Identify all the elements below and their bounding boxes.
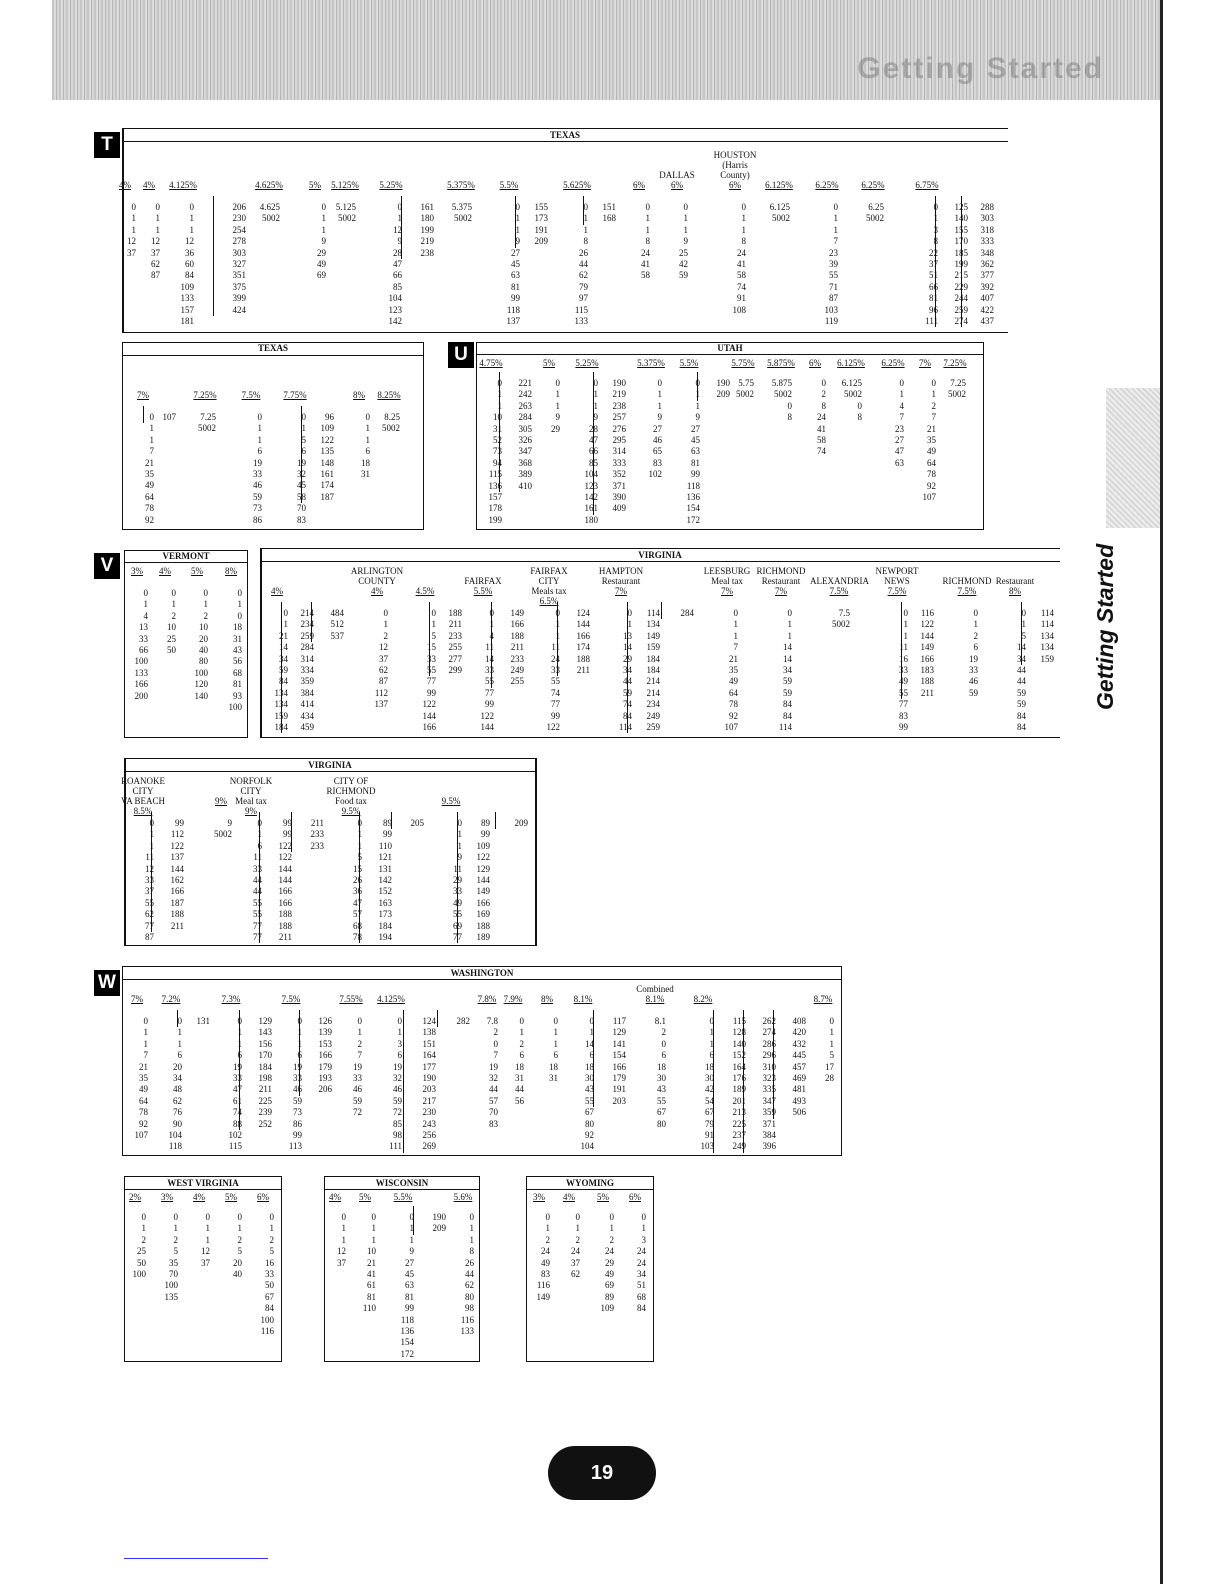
table-title: TEXAS bbox=[549, 130, 580, 140]
column-header: 6.25% bbox=[861, 180, 885, 190]
column-header: 6% bbox=[257, 1192, 269, 1202]
column-values: 99 99 122 122 144 144 166 166 188 188 211 bbox=[278, 818, 292, 943]
column-values: 209 bbox=[514, 818, 528, 828]
column-values: 0 1 1 9 25 42 59 bbox=[679, 202, 688, 281]
column-values: 0 1 2 6 18 31 44 56 bbox=[515, 1016, 524, 1106]
column-header: 5% bbox=[359, 1192, 371, 1202]
continuation-bracket bbox=[259, 812, 260, 943]
column-header: 5% bbox=[597, 1192, 609, 1202]
continuation-bracket bbox=[491, 602, 492, 688]
continuation-bracket bbox=[213, 196, 214, 316]
continuation-bracket bbox=[281, 602, 282, 733]
column-values: 5.125 5002 bbox=[335, 202, 356, 224]
column-values: 7.8 2 0 7 19 32 44 57 70 83 bbox=[486, 1016, 498, 1129]
column-header: 8.25% bbox=[377, 390, 401, 400]
column-values: 0 1 2 12 37 62 87 112 137 bbox=[374, 608, 388, 710]
continuation-bracket bbox=[1021, 602, 1022, 665]
column-values: 6.125 5002 0 8 bbox=[841, 378, 862, 423]
column-values: 5.75 5002 bbox=[736, 378, 754, 400]
column-values: 190 209 bbox=[716, 378, 730, 400]
column-header: 7.55% bbox=[339, 994, 363, 1004]
column-values: 0 1 6 11 33 44 44 55 55 77 77 bbox=[253, 818, 262, 943]
column-values: 115 128 140 152 164 176 189 201 213 225 237 249 bbox=[732, 1016, 746, 1152]
column-header: 5.625% bbox=[563, 180, 591, 190]
column-values: 0 1 1 11 24 33 55 74 77 99 122 bbox=[546, 608, 560, 733]
column-values: 0 1 1 12 37 62 87 bbox=[151, 202, 160, 281]
column-header: Combined 8.1% bbox=[636, 984, 674, 1004]
column-header: 6% bbox=[809, 358, 821, 368]
column-header: 7.25% bbox=[943, 358, 967, 368]
column-values: 190 219 238 257 276 295 314 333 352 371 390 409 bbox=[612, 378, 626, 514]
column-values: 0 1 1 7 23 39 55 71 87 103 119 bbox=[824, 202, 838, 327]
column-header: NEWPORT NEWS 7.5% bbox=[875, 566, 919, 596]
column-values: 0 1 2 7 19 33 46 59 72 bbox=[353, 1016, 362, 1118]
continuation-bracket bbox=[401, 196, 402, 259]
continuation-bracket bbox=[499, 372, 500, 492]
column-values: 6.125 5002 bbox=[769, 202, 790, 224]
column-header: 6.125% bbox=[765, 180, 793, 190]
column-header: 5.375% bbox=[637, 358, 665, 368]
column-header: 7.8% bbox=[477, 994, 497, 1004]
column-header: ALEXANDRIA 7.5% bbox=[810, 576, 869, 596]
column-header: 5.125% bbox=[331, 180, 359, 190]
column-values: 0 1 2 24 29 49 69 89 109 bbox=[600, 1212, 614, 1314]
column-values: 126 139 153 166 179 193 206 bbox=[318, 1016, 332, 1095]
column-values: 0 1 1 8 26 44 62 79 97 115 133 bbox=[574, 202, 588, 327]
column-values: 99 112 122 137 144 162 166 187 188 211 bbox=[170, 818, 184, 931]
column-header: LEESBURG Meal tax 7% bbox=[703, 566, 751, 596]
continuation-bracket bbox=[143, 406, 144, 423]
continuation-bracket bbox=[935, 196, 936, 327]
section-letter-u: U bbox=[448, 342, 474, 368]
continuation-bracket bbox=[557, 602, 558, 676]
column-values: 0 1 1 12 36 60 84 109 133 157 181 bbox=[180, 202, 194, 327]
table-title: VERMONT bbox=[162, 551, 210, 561]
table-title: WASHINGTON bbox=[450, 968, 514, 978]
section-letter-t: T bbox=[94, 132, 120, 158]
column-header: 3% bbox=[131, 566, 143, 576]
column-values: 0 1 12 9 28 47 66 85 104 123 142 bbox=[388, 202, 402, 327]
continuation-bracket bbox=[437, 1010, 438, 1027]
column-header: 5.5% bbox=[393, 1192, 413, 1202]
column-values: 0 1 4 13 33 66 100 133 166 200 bbox=[134, 588, 148, 701]
table-title: WISCONSIN bbox=[375, 1178, 429, 1188]
column-header: 4.125% bbox=[377, 994, 405, 1004]
column-header: 6.75% bbox=[915, 180, 939, 190]
column-values: 0 1 1 9 28 47 66 85 104 123 142 161 180 bbox=[584, 378, 598, 525]
column-values: 8.25 5002 bbox=[382, 412, 400, 434]
column-header: 5% bbox=[543, 358, 555, 368]
column-values: 116 122 144 149 166 183 188 211 bbox=[920, 608, 934, 698]
column-values: 0 1 1 12 37 bbox=[337, 1212, 346, 1268]
continuation-bracket bbox=[901, 602, 902, 699]
table-title: UTAH bbox=[717, 343, 743, 353]
column-values: 0 1 1 7 21 35 49 64 78 92 bbox=[145, 412, 154, 525]
column-header: 6% bbox=[633, 180, 645, 190]
column-values: 107 bbox=[162, 412, 176, 422]
column-header: FAIRFAX 5.5% bbox=[464, 576, 502, 596]
column-values: 0 1 1 9 27 45 63 81 99 118 136 154 172 bbox=[400, 1212, 414, 1359]
table-title: VIRGINIA bbox=[638, 550, 682, 560]
column-values: 114 134 149 159 184 184 214 214 234 249 259 bbox=[646, 608, 660, 733]
column-header: 5.875% bbox=[767, 358, 795, 368]
column-values: 0 1 2 6 19 33 46 59 bbox=[969, 608, 978, 698]
column-header: 8% bbox=[353, 390, 365, 400]
column-values: 7.5 5002 bbox=[832, 608, 850, 630]
continuation-bracket bbox=[961, 196, 962, 327]
column-header: ROANOKE CITY VA BEACH 8.5% bbox=[120, 776, 166, 816]
column-header: 7% bbox=[919, 358, 931, 368]
column-values: 288 303 318 333 348 362 377 392 407 422 437 bbox=[980, 202, 994, 327]
column-values: 0 1 2 5 20 40 bbox=[233, 1212, 242, 1280]
column-header: 7.2% bbox=[161, 994, 181, 1004]
column-values: 0 1 1 11 16 33 49 55 77 83 99 bbox=[899, 608, 908, 733]
continuation-bracket bbox=[403, 1010, 404, 1153]
column-values: 114 114 134 134 159 bbox=[1040, 608, 1054, 664]
continuation-bracket bbox=[457, 812, 458, 943]
column-header: 7.5% bbox=[281, 994, 301, 1004]
column-values: 129 143 156 170 184 198 211 225 239 252 bbox=[258, 1016, 272, 1129]
continuation-bracket bbox=[583, 196, 584, 225]
column-values: 0 1 1 7 21 35 49 64 78 92 107 bbox=[724, 608, 738, 733]
column-header: 6.25% bbox=[815, 180, 839, 190]
column-header: 8.1% bbox=[573, 994, 593, 1004]
column-header: ARLINGTON COUNTY 4% bbox=[350, 566, 404, 596]
banner-title: Getting Started bbox=[857, 52, 1104, 85]
column-values: 0 2 8 24 41 58 74 bbox=[817, 378, 826, 457]
column-header: 5% bbox=[191, 566, 203, 576]
column-values: 0 1 3 6 19 32 46 59 72 85 98 111 bbox=[389, 1016, 402, 1152]
column-header: Restaurant 8% bbox=[995, 576, 1035, 596]
continuation-bracket bbox=[697, 372, 698, 401]
column-header: 4% bbox=[119, 180, 131, 190]
continuation-bracket bbox=[299, 1010, 300, 1096]
column-values: 0 1 1 9 27 46 65 83 102 bbox=[648, 378, 662, 480]
continuation-bracket bbox=[593, 372, 594, 515]
column-values: 0 1 2 7 21 35 49 64 78 92 107 bbox=[922, 378, 936, 503]
column-values: 211 233 233 bbox=[310, 818, 324, 851]
continuation-bracket bbox=[743, 1010, 744, 1153]
table-title: TEXAS bbox=[257, 343, 288, 353]
column-header: 7.75% bbox=[283, 390, 307, 400]
column-header: 4.75% bbox=[479, 358, 503, 368]
column-values: 0 1 0 18 31 43 56 68 81 93 100 bbox=[228, 588, 242, 713]
column-header: CITY OF RICHMOND Food tax 9.5% bbox=[326, 776, 376, 816]
column-values: 0 1 4 11 14 33 55 77 99 122 144 bbox=[480, 608, 494, 733]
column-values: 0 1 2 25 50 100 bbox=[132, 1212, 146, 1280]
page-edge-rule bbox=[1160, 0, 1163, 1584]
column-values: 0 1 21 14 34 59 84 134 134 159 184 bbox=[274, 608, 288, 733]
continuation-bracket bbox=[661, 602, 662, 619]
column-header: FAIRFAX CITY Meals tax 6.5% bbox=[530, 566, 568, 606]
column-header: 4.625% bbox=[255, 180, 283, 190]
table-title: WYOMING bbox=[566, 1178, 614, 1188]
column-header: 5.75% bbox=[731, 358, 755, 368]
continuation-bracket bbox=[429, 602, 430, 676]
column-header: 5.5% bbox=[499, 180, 519, 190]
column-values: 125 140 155 170 185 199 215 229 244 259 274 bbox=[954, 202, 968, 327]
page-number: 19 bbox=[548, 1446, 656, 1500]
column-header: 3% bbox=[161, 1192, 173, 1202]
column-values: 0 1 1 9 29 bbox=[551, 378, 560, 434]
column-header: 4% bbox=[271, 586, 283, 596]
column-values: 151 168 bbox=[602, 202, 616, 224]
column-values: 282 bbox=[456, 1016, 470, 1026]
column-header: 5.5% bbox=[679, 358, 699, 368]
column-values: 0 1 1 5 15 26 36 47 57 68 78 bbox=[353, 818, 362, 943]
column-header: 7% bbox=[137, 390, 149, 400]
column-values: 124 138 151 164 177 190 203 217 230 243 256 269 bbox=[422, 1016, 436, 1152]
column-values: 0 1 1 6 19 33 47 61 74 88 102 115 bbox=[228, 1016, 242, 1152]
column-header: 4% bbox=[143, 180, 155, 190]
column-header: HOUSTON (Harris County) 6% bbox=[713, 150, 757, 190]
column-values: 0 1 1 6 20 34 48 62 76 90 104 118 bbox=[168, 1016, 182, 1152]
column-header: 5% bbox=[225, 1192, 237, 1202]
column-values: 484 512 537 bbox=[330, 608, 344, 641]
continuation-bracket bbox=[713, 1010, 714, 1153]
column-values: 0 1 1 9 29 49 69 bbox=[317, 202, 326, 281]
column-values: 0 1 1 6 18 31 bbox=[549, 1016, 558, 1084]
continuation-bracket bbox=[515, 196, 516, 248]
column-values: 161 180 199 219 238 bbox=[420, 202, 434, 258]
column-values: 0 1 2 10 25 50 bbox=[167, 588, 176, 656]
column-values: 89 99 110 121 131 142 152 163 173 184 194 bbox=[378, 818, 392, 943]
column-values: 0 1 1 5 17 28 bbox=[825, 1016, 834, 1084]
column-values: 89 99 109 122 129 144 149 166 169 188 189 bbox=[476, 818, 490, 943]
column-header: 8.2% bbox=[693, 994, 713, 1004]
column-header: 8% bbox=[541, 994, 553, 1004]
column-values: 131 bbox=[196, 1016, 210, 1026]
column-values: 117 129 141 154 166 179 191 203 bbox=[612, 1016, 626, 1106]
continuation-bracket bbox=[495, 812, 496, 829]
column-header: 3% bbox=[533, 1192, 545, 1202]
column-values: 0 1 5 14 34 44 44 59 59 84 84 bbox=[1017, 608, 1026, 733]
column-values: 0 1 1 8 24 41 58 74 91 108 bbox=[732, 202, 746, 315]
column-header: 7% bbox=[131, 994, 143, 1004]
column-values: 0 1 3 8 22 37 51 66 81 96 111 bbox=[925, 202, 938, 327]
continuation-bracket bbox=[239, 1010, 240, 1130]
column-header: 7.25% bbox=[193, 390, 217, 400]
column-values: 9 5002 bbox=[214, 818, 232, 840]
column-header: 5.25% bbox=[379, 180, 403, 190]
section-letter-v: V bbox=[94, 553, 120, 579]
continuation-bracket bbox=[291, 812, 292, 852]
continuation-bracket bbox=[391, 812, 392, 829]
column-values: 0 1 1 6 18 30 42 54 67 79 91 103 bbox=[700, 1016, 714, 1152]
column-values: 0 1 1 9 27 45 63 81 99 118 136 154 172 bbox=[686, 378, 700, 525]
continuation-bracket bbox=[151, 812, 152, 932]
column-header: 9% bbox=[215, 796, 227, 806]
column-values: 262 274 286 296 310 323 335 347 359 371 384 396 bbox=[762, 1016, 776, 1152]
continuation-bracket bbox=[413, 1206, 414, 1235]
column-values: 0 1 1 6 18 31 bbox=[361, 412, 370, 480]
column-values: 0 1 5 6 19 32 45 58 70 83 bbox=[297, 412, 306, 525]
column-header: 4.125% bbox=[169, 180, 197, 190]
column-values: 0 1 1 8 26 44 62 80 98 116 133 bbox=[460, 1212, 474, 1337]
column-values: 8.1 2 0 6 18 30 43 55 67 80 bbox=[654, 1016, 666, 1129]
column-values: 0 1 1 11 12 33 37 55 62 77 87 bbox=[145, 818, 154, 943]
column-header: 4% bbox=[159, 566, 171, 576]
column-values: 96 109 122 135 148 161 174 187 bbox=[320, 412, 334, 502]
column-header: 6% bbox=[629, 1192, 641, 1202]
column-values: 284 bbox=[680, 608, 694, 618]
column-values: 5.375 5002 bbox=[451, 202, 472, 224]
column-header: 6.25% bbox=[881, 358, 905, 368]
column-values: 0 1 1 14 14 34 59 59 84 84 114 bbox=[778, 608, 792, 733]
side-pattern bbox=[1106, 388, 1160, 528]
column-values: 0 1 5 15 33 55 77 99 122 144 166 bbox=[422, 608, 436, 733]
continuation-bracket bbox=[177, 1010, 178, 1027]
continuation-bracket bbox=[301, 406, 302, 503]
column-header: RICHMOND 7.5% bbox=[942, 576, 992, 596]
column-values: 149 166 188 211 233 249 255 bbox=[510, 608, 524, 687]
column-values: 0 1 1 10 21 41 61 81 110 bbox=[362, 1212, 376, 1314]
column-values: 190 209 bbox=[432, 1212, 446, 1234]
column-values: 0 1 3 24 24 34 51 68 84 bbox=[637, 1212, 646, 1314]
column-header: 5.25% bbox=[575, 358, 599, 368]
column-header: 2% bbox=[129, 1192, 141, 1202]
column-values: 7.25 5002 bbox=[198, 412, 216, 434]
column-values: 221 242 263 284 305 326 347 368 389 410 bbox=[518, 378, 532, 491]
column-header: 4.5% bbox=[415, 586, 435, 596]
column-values: 0 1 1 10 31 52 73 94 115 136 157 178 199 bbox=[488, 378, 502, 525]
column-values: 0 1 1 6 19 33 46 59 73 86 bbox=[253, 412, 262, 525]
column-values: 0 1 2 5 16 33 50 67 84 100 116 bbox=[260, 1212, 274, 1337]
table-title: VIRGINIA bbox=[308, 760, 352, 770]
column-header: 5.6% bbox=[453, 1192, 473, 1202]
column-header: 8.7% bbox=[813, 994, 833, 1004]
column-header: 6.125% bbox=[837, 358, 865, 368]
column-header: 9.5% bbox=[441, 796, 461, 806]
column-values: 0 1 2 10 20 40 80 100 120 140 bbox=[194, 588, 208, 701]
column-header: 4% bbox=[563, 1192, 575, 1202]
column-header: 7.5% bbox=[241, 390, 261, 400]
column-values: 205 bbox=[410, 818, 424, 828]
column-values: 0 1 2 5 35 70 100 135 bbox=[164, 1212, 178, 1302]
column-header: 8% bbox=[225, 566, 237, 576]
column-values: 214 234 259 284 314 334 359 384 414 434 459 bbox=[300, 608, 314, 733]
sidebar-title: Getting Started bbox=[1092, 543, 1118, 710]
column-values: 0 1 1 9 27 45 63 81 99 118 137 bbox=[506, 202, 520, 327]
table-title: WEST VIRGINIA bbox=[167, 1178, 239, 1188]
column-values: 0 1 1 8 24 41 58 bbox=[641, 202, 650, 281]
continuation-bracket bbox=[359, 812, 360, 943]
column-values: 0 1 13 14 29 34 44 59 74 84 114 bbox=[618, 608, 632, 733]
column-header: 7.9% bbox=[503, 994, 523, 1004]
continuation-bracket bbox=[773, 1010, 774, 1119]
column-values: 155 173 191 209 bbox=[534, 202, 548, 247]
column-values: 408 420 432 445 457 469 481 493 506 bbox=[792, 1016, 806, 1118]
footer-link-line bbox=[124, 1558, 268, 1559]
column-values: 206 230 254 278 303 327 351 375 399 424 bbox=[232, 202, 246, 315]
column-values: 0 1 1 7 21 35 49 64 78 92 107 bbox=[134, 1016, 148, 1141]
column-header: HAMPTON Restaurant 7% bbox=[598, 566, 644, 596]
continuation-bracket bbox=[593, 1010, 594, 1107]
column-header: NORFOLK CITY Meal tax 9% bbox=[229, 776, 273, 816]
column-values: 5.875 5002 0 8 bbox=[771, 378, 792, 423]
column-header: DALLAS 6% bbox=[659, 170, 695, 190]
continuation-bracket bbox=[627, 602, 628, 733]
column-header: 5.375% bbox=[447, 180, 475, 190]
column-header: 5% bbox=[309, 180, 321, 190]
column-values: 7.25 5002 bbox=[948, 378, 966, 400]
column-values: 0 1 1 12 37 bbox=[201, 1212, 210, 1268]
column-header: RICHMOND Restaurant 7% bbox=[756, 566, 806, 596]
column-values: 0 1 1 6 19 33 46 59 73 86 99 113 bbox=[288, 1016, 302, 1152]
section-letter-w: W bbox=[94, 970, 120, 996]
column-values: 188 211 233 255 277 299 bbox=[448, 608, 462, 676]
column-header: 4% bbox=[329, 1192, 341, 1202]
column-values: 0 1 2 24 49 83 116 149 bbox=[536, 1212, 550, 1302]
continuation-bracket bbox=[311, 602, 312, 642]
column-values: 0 1 1 12 37 bbox=[127, 202, 136, 258]
column-values: 6.25 5002 bbox=[866, 202, 884, 224]
column-values: 0 1 14 6 18 30 43 55 67 80 92 104 bbox=[580, 1016, 594, 1152]
column-values: 124 144 166 174 188 211 bbox=[576, 608, 590, 676]
column-values: 0 1 2 24 37 62 bbox=[571, 1212, 580, 1280]
column-header: 7.3% bbox=[221, 994, 241, 1004]
column-values: 0 1 4 7 23 27 47 63 bbox=[895, 378, 904, 468]
column-header: 4% bbox=[193, 1192, 205, 1202]
column-values: 0 1 1 9 11 29 33 49 55 69 77 bbox=[453, 818, 462, 943]
column-values: 4.625 5002 bbox=[259, 202, 280, 224]
